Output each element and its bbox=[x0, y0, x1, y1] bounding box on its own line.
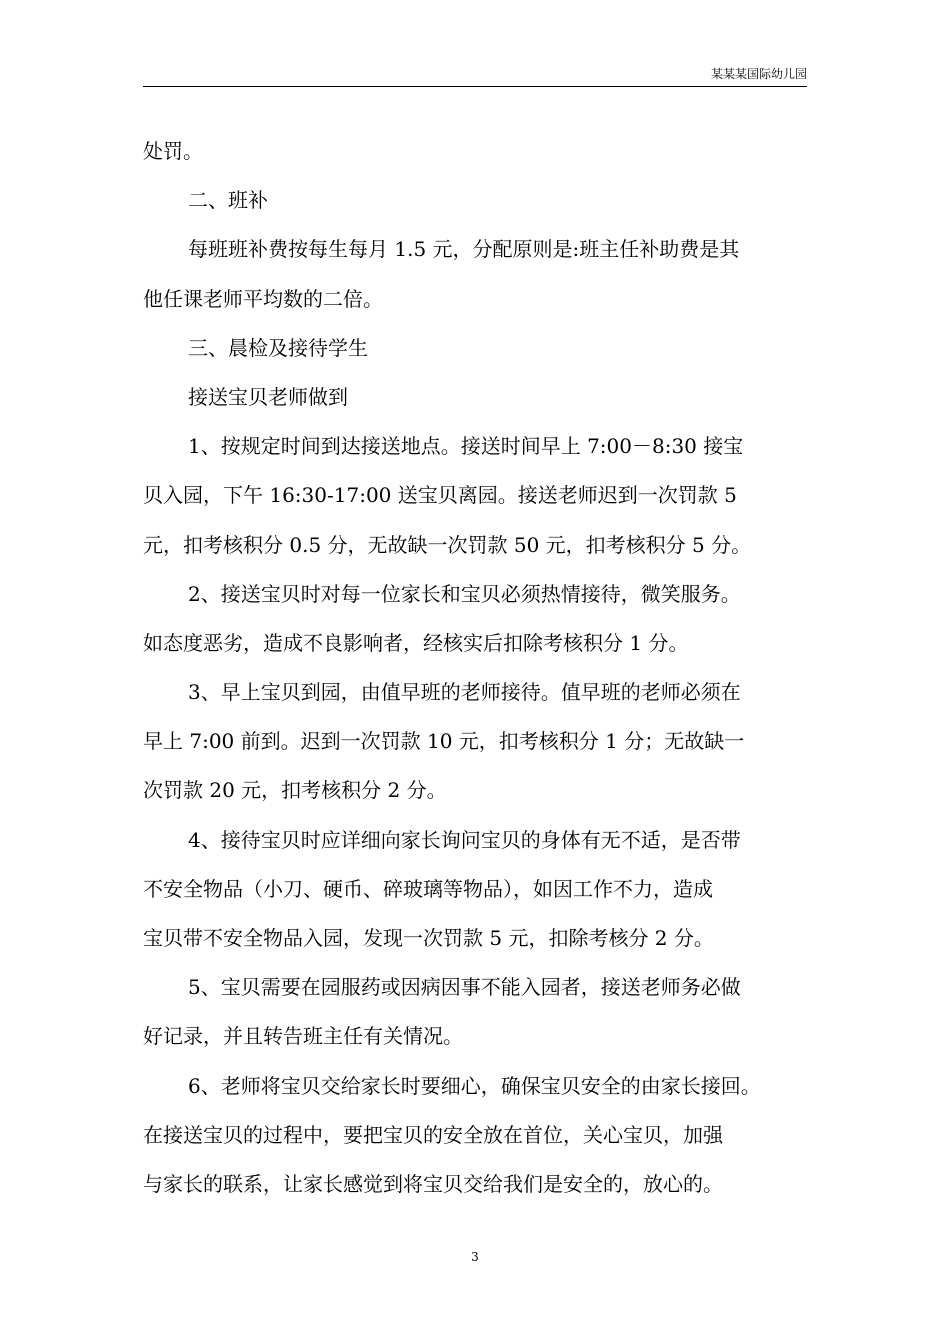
text-line: 宝贝带不安全物品入园，发现一次罚款 5 元，扣除考核分 2 分。 bbox=[143, 926, 714, 950]
text-line: 6、老师将宝贝交给家长时要细心，确保宝贝安全的由家长接回。 bbox=[188, 1073, 761, 1098]
text-line: 好记录，并且转告班主任有关情况。 bbox=[143, 1024, 463, 1049]
text-line: 次罚款 20 元，扣考核积分 2 分。 bbox=[143, 778, 447, 803]
text-line: 接送宝贝老师做到 bbox=[188, 384, 348, 409]
text-line: 处罚。 bbox=[143, 139, 203, 163]
text-line: 二、班补 bbox=[188, 188, 268, 213]
document-body bbox=[143, 127, 815, 1209]
text-line: 早上 7:00 前到。迟到一次罚款 10 元，扣考核积分 1 分；无故缺一 bbox=[143, 729, 745, 754]
text-line: 不安全物品（小刀、硬币、碎玻璃等物品），如因工作不力，造成 bbox=[143, 876, 713, 901]
header-title: 某某某国际幼儿园 bbox=[710, 67, 807, 81]
text-line: 每班班补费按每生每月 1.5 元，分配原则是:班主任补助费是其 bbox=[188, 237, 740, 262]
page-header bbox=[143, 66, 807, 87]
text-line: 5、宝贝需要在园服药或因病因事不能入园者，接送老师务必做 bbox=[188, 975, 741, 1000]
text-line: 4、接待宝贝时应详细向家长询问宝贝的身体有无不适，是否带 bbox=[188, 827, 741, 852]
text-line: 在接送宝贝的过程中，要把宝贝的安全放在首位，关心宝贝，加强 bbox=[143, 1122, 723, 1147]
text-line: 2、接送宝贝时对每一位家长和宝贝必须热情接待，微笑服务。 bbox=[188, 581, 741, 606]
text-line: 他任课老师平均数的二倍。 bbox=[143, 286, 383, 311]
text-line: 贝入园，下午 16:30-17:00 送宝贝离园。接送老师迟到一次罚款 5 bbox=[143, 483, 737, 508]
text-line: 如态度恶劣，造成不良影响者，经核实后扣除考核积分 1 分。 bbox=[143, 630, 689, 655]
text-line: 3、早上宝贝到园，由值早班的老师接待。值早班的老师必须在 bbox=[188, 680, 741, 705]
text-line: 元，扣考核积分 0.5 分，无故缺一次罚款 50 元，扣考核积分 5 分。 bbox=[143, 532, 752, 557]
text-line: 与家长的联系，让家长感觉到将宝贝交给我们是安全的，放心的。 bbox=[143, 1171, 723, 1196]
text-line: 1、按规定时间到达接送地点。接送时间早上 7:00－8:30 接宝 bbox=[188, 434, 744, 459]
text-line: 三、晨检及接待学生 bbox=[188, 335, 368, 360]
page-number: 3 bbox=[471, 1250, 479, 1264]
